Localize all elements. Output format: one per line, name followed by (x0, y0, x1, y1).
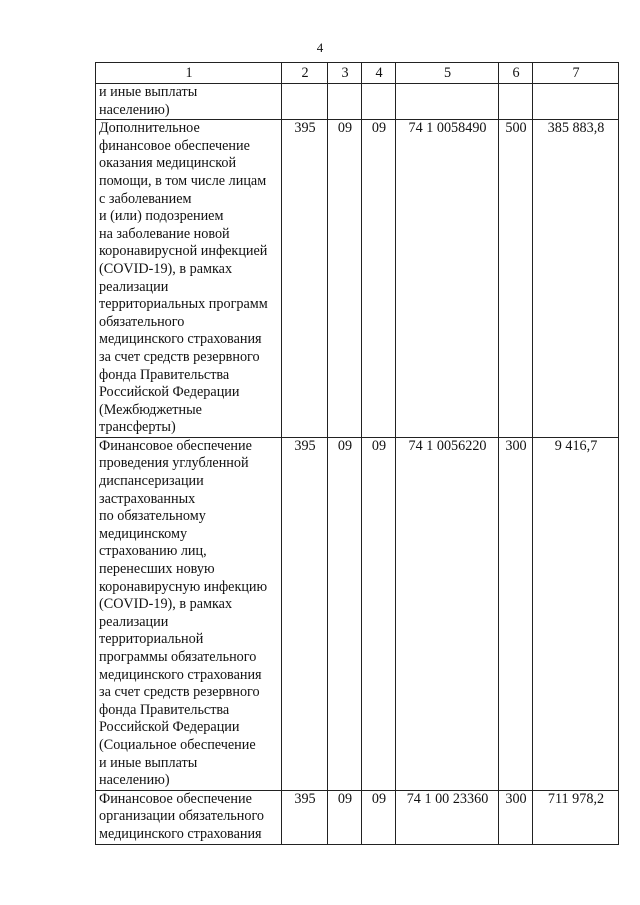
description-line: и иные выплаты (99, 754, 198, 771)
description-line: коронавирусной инфекцией (99, 243, 268, 260)
description-line: за счет средств резервного (99, 684, 260, 701)
target-article-code (396, 84, 499, 120)
ministry-code: 395 (282, 790, 328, 844)
description-line: оказания медицинской (99, 155, 237, 172)
description-line: фонда Правительства (99, 701, 230, 718)
description-line: реализации (99, 278, 169, 295)
description-line: финансовое обеспечение (99, 137, 250, 154)
description-line: и иные выплаты (99, 84, 198, 100)
description-line: с заболеванием (99, 190, 192, 207)
table-row (96, 84, 619, 120)
section-code (328, 84, 362, 120)
description-line: по обязательному (99, 508, 206, 525)
table-row (96, 120, 619, 438)
description-line: помощи, в том числе лицам (99, 172, 267, 189)
description-line: за счет средств резервного (99, 348, 260, 365)
description-line: на заболевание новой (99, 225, 230, 242)
row-description (96, 437, 282, 790)
description-line: страхованию лиц, (99, 543, 207, 560)
table-header-row (96, 63, 619, 84)
section-code: 09 (328, 437, 362, 790)
target-article-code: 74 1 00 23360 (396, 790, 499, 844)
description-line: коронавирусную инфекцию (99, 578, 268, 595)
header-col-2: 2 (282, 63, 328, 84)
description-line: программы обязательного (99, 649, 257, 665)
amount: 385 883,8 (533, 120, 619, 438)
description-line: (Социальное обеспечение (99, 736, 256, 753)
section-code: 09 (328, 120, 362, 438)
description-line: Российской Федерации (99, 384, 240, 401)
page-number: 4 (316, 40, 324, 55)
description-line: медицинского страхования (99, 331, 262, 348)
description-line: медицинского страхования (99, 825, 262, 842)
table-body (96, 84, 619, 845)
expense-type-code: 500 (499, 120, 533, 438)
description-line: реализации (99, 613, 169, 630)
description-line: обязательного (99, 313, 185, 330)
description-line: Российской Федерации (99, 719, 240, 736)
target-article-code: 74 1 0058490 (396, 120, 499, 438)
ministry-code: 395 (282, 437, 328, 790)
description-line: Дополнительное (99, 120, 200, 137)
description-line: проведения углубленной (99, 455, 249, 472)
target-article-code: 74 1 0056220 (396, 437, 499, 790)
description-line: населению) (99, 772, 170, 789)
budget-table (95, 62, 619, 845)
subsection-code: 09 (362, 120, 396, 438)
description-line: перенесших новую (99, 561, 215, 578)
description-line: застрахованных (99, 490, 196, 507)
ministry-code: 395 (282, 120, 328, 438)
description-line: медицинскому (99, 525, 188, 542)
table-row (96, 790, 619, 844)
description-line: (COVID-19), в рамках (99, 260, 233, 277)
description-line: (Межбюджетные (99, 401, 202, 418)
description-line: организации обязательного (99, 808, 265, 825)
description-line: диспансеризации (99, 473, 204, 490)
description-line: фонда Правительства (99, 366, 230, 383)
description-line: трансферты) (99, 419, 176, 436)
table-row (96, 437, 619, 790)
amount (533, 84, 619, 120)
expense-type-code (499, 84, 533, 120)
description-line: территориальной (99, 631, 204, 648)
amount: 9 416,7 (533, 437, 619, 790)
row-description (96, 120, 282, 438)
description-line: Финансовое обеспечение (99, 790, 252, 807)
header-col-7: 7 (533, 63, 619, 84)
subsection-code (362, 84, 396, 120)
header-col-3: 3 (328, 63, 362, 84)
section-code: 09 (328, 790, 362, 844)
header-col-5: 5 (396, 63, 499, 84)
description-line: (COVID-19), в рамках (99, 596, 233, 613)
header-col-6: 6 (499, 63, 533, 84)
description-line: медицинского страхования (99, 666, 262, 683)
row-description (96, 790, 282, 844)
expense-type-code: 300 (499, 437, 533, 790)
subsection-code: 09 (362, 790, 396, 844)
expense-type-code: 300 (499, 790, 533, 844)
description-line: и (или) подозрением (99, 208, 224, 225)
description-line: населению) (99, 101, 170, 118)
header-col-1: 1 (96, 63, 282, 84)
description-line: территориальных программ (99, 296, 268, 313)
ministry-code (282, 84, 328, 120)
subsection-code: 09 (362, 437, 396, 790)
header-col-4: 4 (362, 63, 396, 84)
row-description (96, 84, 282, 120)
amount: 711 978,2 (533, 790, 619, 844)
description-line: Финансовое обеспечение (99, 437, 252, 454)
